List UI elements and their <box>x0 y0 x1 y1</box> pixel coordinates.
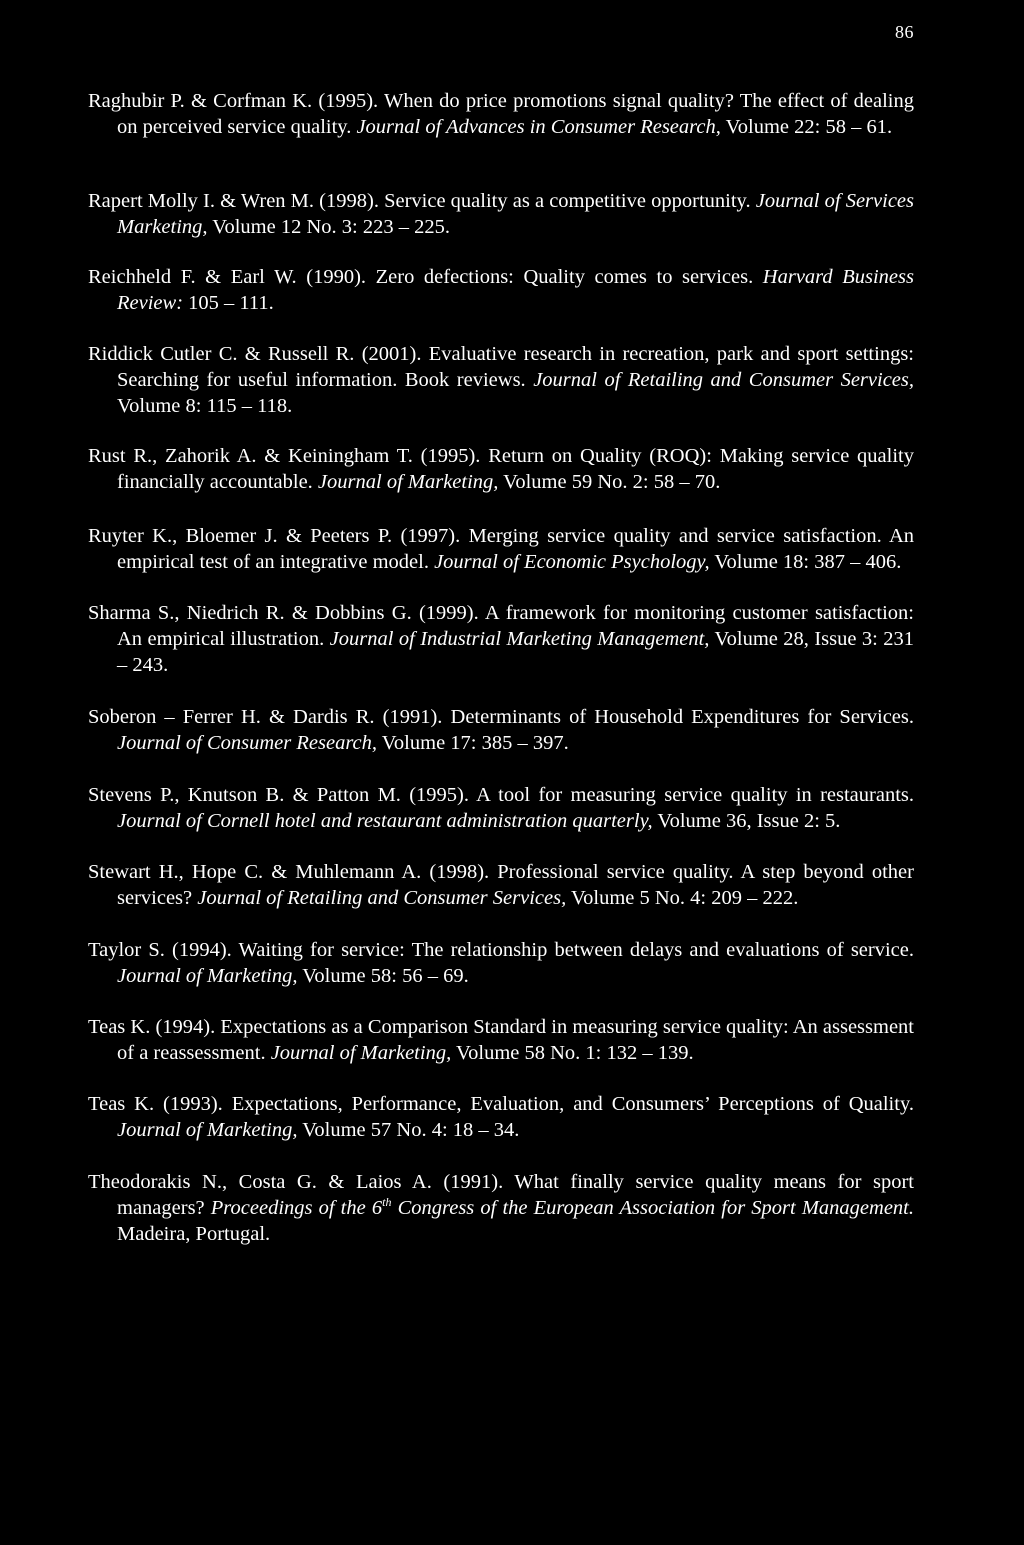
reference-entry <box>88 443 914 495</box>
reference-volume: Volume 12 No. 3: 223 – 225. <box>207 216 450 238</box>
journal-title-continued: Congress of the European Association for Sport Management. <box>391 1197 915 1219</box>
reference-entry <box>88 523 914 575</box>
page-number: 86 <box>895 22 914 42</box>
reference-volume: Volume 57 No. 4: 18 – 34. <box>297 1119 520 1141</box>
journal-title: Journal of Retailing and Consumer Services, <box>197 887 567 909</box>
reference-volume: Volume 58 No. 1: 132 – 139. <box>451 1042 694 1064</box>
reference-entry <box>88 341 914 419</box>
journal-title: Journal of Industrial Marketing Management, <box>329 628 710 650</box>
reference-entry <box>88 1091 914 1143</box>
journal-title: Harvard Business Review: <box>117 266 914 314</box>
journal-title: Journal of Marketing, <box>317 471 499 493</box>
reference-text: Soberon – Ferrer H. & Dardis R. (1991). Determinants of Household Expenditures for Services. <box>88 706 914 728</box>
ordinal-suffix: th <box>382 1195 392 1210</box>
reference-entry <box>88 1169 914 1247</box>
reference-text: Teas K. (1994). Expectations as a Comparison Standard in measuring service quality: An assessment of a reassessment. <box>88 1016 914 1064</box>
journal-title: Journal of Marketing, <box>117 1119 298 1141</box>
reference-entry <box>88 88 914 140</box>
reference-entry <box>88 859 914 911</box>
reference-entry <box>88 600 914 678</box>
reference-volume: Volume 59 No. 2: 58 – 70. <box>498 471 721 493</box>
reference-text: Sharma S., Niedrich R. & Dobbins G. (1999). A framework for monitoring customer satisfaction: An empirical illustration. <box>88 602 914 650</box>
journal-title: Journal of Marketing, <box>117 965 298 987</box>
journal-title: Proceedings of the 6 <box>210 1197 383 1219</box>
reference-text: Stevens P., Knutson B. & Patton M. (1995). A tool for measuring service quality in restaurants. <box>88 784 914 806</box>
journal-title: Journal of Consumer Research, <box>117 732 378 754</box>
reference-volume: Volume 58: 56 – 69. <box>297 965 469 987</box>
reference-volume: Volume 8: 115 – 118. <box>117 395 293 417</box>
reference-entry <box>88 704 914 756</box>
reference-text: Ruyter K., Bloemer J. & Peeters P. (1997). Merging service quality and service satisfaction. An empirical test of an integrative model. <box>88 525 914 573</box>
reference-entry <box>88 188 914 240</box>
journal-title: Journal of Retailing and Consumer Services, <box>533 369 915 391</box>
reference-entry <box>88 264 914 316</box>
reference-text: Rust R., Zahorik A. & Keiningham T. (1995). Return on Quality (ROQ): Making service quality financially accountable. <box>88 445 914 493</box>
reference-text: Rapert Molly I. & Wren M. (1998). Service quality as a competitive opportunity. <box>88 190 756 212</box>
reference-entry <box>88 782 914 834</box>
reference-volume: Volume 28, Issue 3: 231 – 243. <box>117 628 914 676</box>
reference-text: Raghubir P. & Corfman K. (1995). When do price promotions signal quality? The effect of dealing on perceived service quality. <box>88 90 914 138</box>
reference-entry <box>88 937 914 989</box>
reference-location: Madeira, Portugal. <box>117 1223 271 1245</box>
reference-text: Taylor S. (1994). Waiting for service: The relationship between delays and evaluations of service. <box>88 939 914 961</box>
reference-text: Riddick Cutler C. & Russell R. (2001). Evaluative research in recreation, park and sport settings: Searching for useful information. Book reviews. <box>88 343 914 391</box>
reference-volume: Volume 18: 387 – 406. <box>709 551 902 573</box>
reference-text: Reichheld F. & Earl W. (1990). Zero defections: Quality comes to services. <box>88 266 763 288</box>
reference-volume: Volume 22: 58 – 61. <box>720 116 893 138</box>
reference-volume: Volume 5 No. 4: 209 – 222. <box>566 887 799 909</box>
journal-title: Journal of Advances in Consumer Research, <box>356 116 721 138</box>
reference-volume: Volume 17: 385 – 397. <box>377 732 569 754</box>
reference-text: Theodorakis N., Costa G. & Laios A. (1991). What finally service quality means for sport managers? <box>88 1171 914 1219</box>
reference-volume: Volume 36, Issue 2: 5. <box>652 810 841 832</box>
reference-list <box>88 88 914 1247</box>
reference-entry <box>88 1014 914 1066</box>
journal-title: Journal of Marketing, <box>270 1042 452 1064</box>
journal-title: Journal of Services Marketing, <box>117 190 915 238</box>
reference-volume: 105 – 111. <box>183 292 274 314</box>
journal-title: Journal of Economic Psychology, <box>434 551 710 573</box>
journal-title: Journal of Cornell hotel and restaurant administration quarterly, <box>117 810 653 832</box>
reference-text: Stewart H., Hope C. & Muhlemann A. (1998). Professional service quality. A step beyond other services? <box>88 861 914 909</box>
reference-text: Teas K. (1993). Expectations, Performance, Evaluation, and Consumers’ Perceptions of Quality. <box>88 1093 914 1115</box>
